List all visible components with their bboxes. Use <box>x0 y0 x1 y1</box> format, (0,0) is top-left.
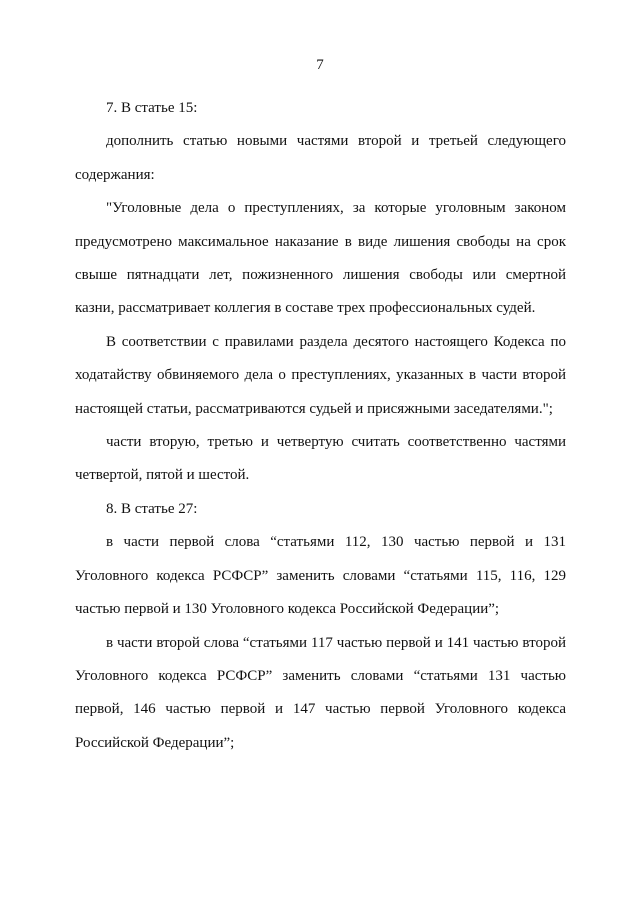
paragraph-add-parts: дополнить статью новыми частями второй и третьей следующего содержания: <box>75 133 566 183</box>
paragraph-article-27-heading: 8. В статье 27: <box>106 500 198 517</box>
paragraph-part-one-replace: в части первой слова “статьями 112, 130 частью первой и 131 Уголовного кодекса РСФСР” заменить словами “статьями 115, 116, 129 частью первой и 130 Уголовного кодекса Российской Федерации”; <box>75 534 566 618</box>
paragraph-renumber-parts: части вторую, третью и четвертую считать соответственно частями четвертой, пятой и шестой. <box>75 434 566 484</box>
paragraph-quoted-part-three: В соответствии с правилами раздела десятого настоящего Кодекса по ходатайству обвиняемого дела о преступлениях, указанных в части второй настоящей статьи, рассматриваются судьей и присяжными заседателями."; <box>75 333 566 417</box>
page-number: 7 <box>316 57 324 73</box>
paragraph-part-two-replace: в части второй слова “статьями 117 частью первой и 141 частью второй Уголовного кодекса РСФСР” заменить словами “статьями 131 частью первой, 146 частью первой и 147 частью первой Уголовного кодекса Российской Федерации”; <box>75 634 566 751</box>
document-body <box>75 92 566 760</box>
paragraph-quoted-part-two: "Уголовные дела о преступлениях, за которые уголовным законом предусмотрено максимальное наказание в виде лишения свободы на срок свыше пятнадцати лет, пожизненного лишения свободы или смертной казни, рассматривает коллегия в составе трех профессиональных судей. <box>75 200 566 317</box>
paragraph-article-15-heading: 7. В статье 15: <box>106 100 198 116</box>
